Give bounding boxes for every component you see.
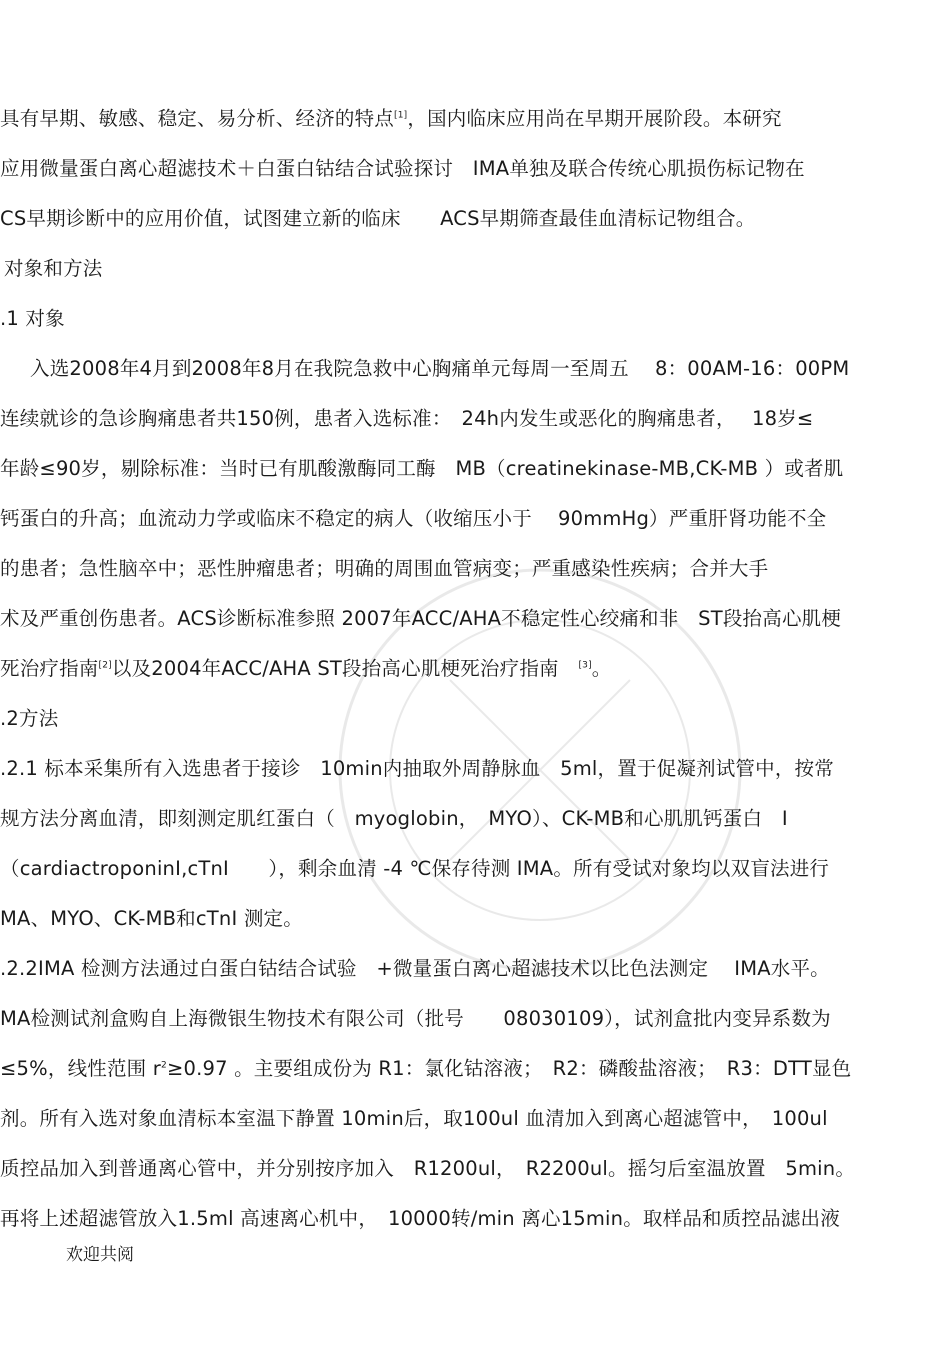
paragraph-line-16: （cardiactroponinI,cTnI ），剩余血清 -4 ℃保存待测 IMA。所有受试对象均以双盲法进行 [0, 857, 830, 880]
footer-text: 欢迎共阅 [66, 1245, 134, 1265]
line-12-text-c: 。 [591, 657, 612, 680]
paragraph-line-10: 的患者；急性脑卒中；恶性肿瘤患者；明确的周围血管病变；严重感染性疾病；合并大手 [0, 557, 769, 580]
section-heading-methods: 对象和方法 [4, 257, 103, 280]
paragraph-line-8: 年龄≤90岁，剔除标准：当时已有肌酸激酶同工酶 MB（creatinekinase-MB,CK-MB ）或者肌 [0, 457, 844, 480]
paragraph-line-3: CS早期诊断中的应用价值，试图建立新的临床 ACS早期筛查最佳血清标记物组合。 [0, 207, 756, 230]
line-20-text-a: ≤5%，线性范围 r [0, 1057, 161, 1080]
citation-1: [1] [394, 110, 408, 121]
paragraph-line-21: 剂。所有入选对象血清标本室温下静置 10min后，取100ul 血清加入到离心超滤管中， 100ul [0, 1107, 828, 1130]
line-12-text-b: 以及2004年ACC/AHA ST段抬高心肌梗死治疗指南 [111, 657, 579, 680]
citation-2: [2] [98, 660, 112, 671]
subsection-heading-subjects: .1 对象 [0, 307, 65, 330]
paragraph-line-19: MA检测试剂盒购自上海微银生物技术有限公司（批号 08030109），试剂盒批内变异系数为 [0, 1007, 831, 1030]
paragraph-line-7: 连续就诊的急诊胸痛患者共150例，患者入选标准： 24h内发生或恶化的胸痛患者， 18岁≤ [0, 407, 814, 430]
line-12-text-a: 死治疗指南 [0, 657, 99, 680]
paragraph-line-9: 钙蛋白的升高；血流动力学或临床不稳定的病人（收缩压小于 90mmHg）严重肝肾功能不全 [0, 507, 827, 530]
paragraph-line-12 [0, 657, 612, 681]
citation-3: [3] [578, 660, 592, 671]
paragraph-line-20 [0, 1057, 851, 1081]
paragraph-line-11: 术及严重创伤患者。ACS诊断标准参照 2007年ACC/AHA不稳定性心绞痛和非 ST段抬高心肌梗 [0, 607, 842, 630]
paragraph-line-6: 入选2008年4月到2008年8月在我院急救中心胸痛单元每周一至周五 8：00AM-16：00PM [30, 357, 850, 380]
paragraph-line-2: 应用微量蛋白离心超滤技术＋白蛋白钴结合试验探讨 IMA单独及联合传统心肌损伤标记物在 [0, 157, 805, 180]
line-20-text-b: ≥0.97 。主要组成份为 R1：氯化钴溶液； R2：磷酸盐溶液； R3：DTT显色 [166, 1057, 852, 1080]
paragraph-line-22: 质控品加入到普通离心管中，并分别按序加入 R1200ul， R2200ul。摇匀后室温放置 5min。 [0, 1157, 856, 1180]
paragraph-line-23: 再将上述超滤管放入1.5ml 高速离心机中， 10000转/min 离心15min。取样品和质控品滤出液 [0, 1207, 840, 1230]
paragraph-line-15: 规方法分离血清，即刻测定肌红蛋白（ myoglobin， MYO）、CK-MB和心肌肌钙蛋白 I [0, 807, 788, 830]
line-1-text-b: ，国内临床应用尚在早期开展阶段。本研究 [407, 107, 782, 130]
superscript-2: 2 [161, 1060, 167, 1071]
paragraph-line-1 [0, 107, 782, 131]
paragraph-line-14: .2.1 标本采集所有入选患者于接诊 10min内抽取外周静脉血 5ml，置于促凝剂试管中，按常 [0, 757, 834, 780]
paragraph-line-18: .2.2IMA 检测方法通过白蛋白钴结合试验 +微量蛋白离心超滤技术以比色法测定 IMA水平。 [0, 957, 830, 980]
paragraph-line-17: MA、MYO、CK-MB和cTnI 测定。 [0, 907, 303, 930]
subsection-heading-methods: .2方法 [0, 707, 59, 730]
line-1-text-a: 具有早期、敏感、稳定、易分析、经济的特点 [0, 107, 395, 130]
